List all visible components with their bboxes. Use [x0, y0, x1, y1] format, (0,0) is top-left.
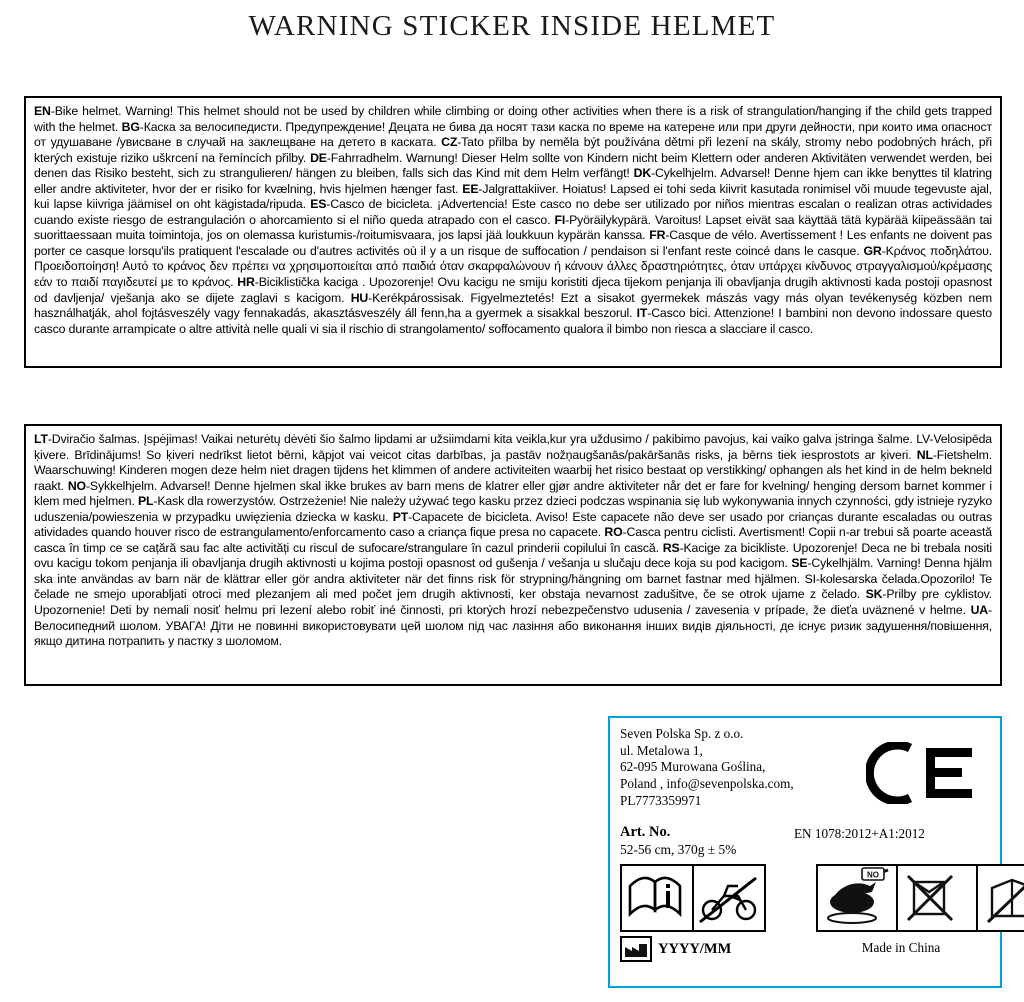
no-sharp-handling-icon [816, 864, 898, 932]
ce-mark-icon [866, 742, 986, 804]
art-no-group [620, 824, 736, 858]
page-title: WARNING STICKER INSIDE HELMET [248, 10, 776, 42]
no-moped-icon [692, 864, 766, 932]
standard-label: EN 1078:2012+A1:2012 [794, 826, 925, 841]
company-name: Seven Polska Sp. z o.o. [620, 726, 744, 741]
art-no-value: 52-56 cm, 370g ± 5% [620, 842, 737, 857]
no-solvents-icon [896, 864, 978, 932]
company-city: 62-095 Murowana Goślina, [620, 759, 766, 775]
factory-icon [620, 936, 652, 962]
date-code-group [620, 936, 731, 962]
read-instructions-icon [620, 864, 694, 932]
made-in-label: Made in China [861, 940, 941, 955]
company-address [620, 726, 850, 809]
warning-text-block-1 [24, 96, 1002, 368]
no-label: NO [867, 870, 879, 880]
company-street: ul. Metalowa 1, [620, 742, 703, 758]
company-country-email: Poland , info@sevenpolska.com, [620, 775, 794, 791]
warning-text-1: EN-Bike helmet. Warning! This helmet should not be used by children while climbing or doing other activities when there is a risk of strangulation/hanging if the child gets trapped with the helmet. BG-Каска за велосипедисти. Предупреждение! Децата не бива да носят тази каска по време на катерене или при други дейности, при които има опасност от удушаване /увисване в случай на заклещване на детето в каската. CZ-Tato přilba by neměla být používána dětmi při lezení na skály, stromy nebo podobných hrách, při kterých existuje riziko uškrcení na řemíncích přilby. DE-Fahrradhelm. Warnung! Dieser Helm sollte von Kindern nicht beim Klettern oder anderen Aktivitäten verwendet werden, bei denen das Risiko besteht, sich zu strangulieren/ hängen zu bleiben, falls sich das Kind mit dem Helm verfängt! DK-Cykelhjelm. Advarsel! Denne hjem can ikke benyttes til klatring eller andre aktiviteter, hvor der er risiko for kvælning, hvis hjelmen hænger fast. EE-Jalgrattakiiver. Hoiatus! Lapsed ei tohi seda kiivrit kasutada ronimisel või muude tegevuste ajal, kui lapse kiivriga jäämisel on oht kägistada/ripuda. ES-Casco de bicicleta. ¡Advertencia! Este casco no debe ser utilizado por niños mientras escalan o realizan otras actividades cuando existe riesgo de estrangulación o ahorcamiento si el niño queda atrapado con el casco. FI-Pyöräilykypärä. Varoitus! Lapset eivät saa käyttää tätä kypärää kiipeässään tai suorittaessaan muita toimintoja, jos on olemassa kuristumis-/roitumisvaara, jos lapsi jää loukkuun kypärän kanssa. FR-Casque de vélo. Avertissement ! Les enfants ne doivent pas porter ce casque lorsqu'ils pratiquent l'escalade ou d'autres activités où il y a un risque de suffocation / pendaison si l'enfant reste coincé dans le casque. GR-Κράνος ποδηλάτου. Προειδοποίηση! Αυτό το κράνος δεν πρέπει να χρησιμοποιείται από παιδιά όταν σκαρφαλώνουν ή κάνουν άλλες δραστηριότητες, όταν υπάρχει κίνδυνος στραγγαλισμού/κρέμασης εάν το παιδί παγιδευτεί με το κράνος. HR-Biciklistička kaciga . Upozorenje! Ovu kacigu ne smiju koristiti djeca tijekom penjanja ili obavljanja drugih aktivnosti kada postoji opasnost od davljenja/ vješanja ako se dijete zaglavi s kacigom. HU-Kerékpárossisak. Figyelmeztetés! Ezt a sisakot gyermekek mászás vagy más olyan tevékenység közben nem használhatják, ahol fojtásveszély vagy fennakadás, akasztásveszély áll fenn,ha a gyermek a sisakkal beszorul. IT-Casco bici. Attenzione! I bambini non devono indossare questo casco durante arrampicate o altre attività nelle quali vi sia il rischio di strangolamento/ soffocamento qualora il bimbo non riesca a slacciare il casco. [34, 104, 993, 336]
date-code-value: YYYY/MM [658, 940, 732, 957]
pictogram-group-right [816, 864, 1024, 932]
art-no-label: Art. No. [620, 824, 671, 840]
warning-text-2: LT-Dviračio šalmas. Įspėjimas! Vaikai neturėtų dėvėti šio šalmo lipdami ar užsiimdami kita veikla,kur yra uždusimo / pakibimo pavojus, kai vaiko galva įstringa šalme. LV-Velosipēda ķivere. Brīdinājums! So ķiveri nedrīkst lietot bērni, kāpjot vai veicot citas darbības, ja pastāv nožņaugšanās/pakāršanās risks, ja bērns tiek iesprostots ar ķiveri. NL-Fietshelm. Waarschuwing! Kinderen mogen deze helm niet dragen tijdens het klimmen of andere activiteiten waarbij het risico bestaat op verstikking/ ophangen als het kind in de helm bekneld raakt. NO-Sykkelhjelm. Advarsel! Denne hjelmen skal ikke brukes av barn mens de klatrer eller gjør andre aktiviteter når det er fare for kvelning/ henging dersom barnet kommer i klem med hjelmen. PL-Kask dla rowerzystów. Ostrzeżenie! Nie należy używać tego kasku przez dzieci podczas wspinania się lub wykonywania innych czynności, gdy istnieje ryzyko uduszenia/powieszenia w przypadku uwięzienia dziecka w kasku. PT-Capacete de bicicleta. Aviso! Este capacete não deve ser usado por crianças durante escaladas ou outras atividades quando houver risco de estrangulamento/enforcamento caso a criança fique presa no capacete. RO-Casca pentru ciclisti. Avertisment! Copii n-ar trebui să poarte această casca în timp ce se cațără sau fac alte activități cu riscul de sufocare/strangulare în cazul prinderii copilului în cască. RS-Kacige za bicikliste. Upozorenje! Deca ne bi trebala nositi ovu kacigu tokom penjanja ili obavljanja drugih aktivnosti u kojima postoji opasnost od gušenja / vešanja u slučaju dece koja su pod kacigom. SE-Cykelhjälm. Varning! Denna hjälm ska inte användas av barn när de klättrar eller gör andra aktiviteter när det finns risk för strypning/hängning om barnet fastnar med hjälmen. SI-kolesarska čelada.Opozorilo! Te čelade ne smejo uporabljati otroci med plezanjem ali med počet jem drugih aktivnosti, ker obstaja nevarnost zadušitve, če se otrok ujame z čelado. SK-Prilby pre cyklistov. Upozornenie! Deti by nemali nosiť helmu pri lezení alebo robiť iné činnosti, pri ktorých hrozí nebezpečenstvo udusenia / zavesenia v prípade, že dieťa uväznené v helme. UA-Велосипедний шолом. УВАГА! Діти не повинні використовувати цей шолом під час лазіння або виконання інших видів діяльності, де існує ризик задушення/повішення, якщо дитина потрапить у пастку з шоломом. [34, 432, 993, 649]
company-vat: PL7773359971 [620, 792, 702, 808]
pictogram-group-left [620, 864, 764, 932]
no-washing-icon [976, 864, 1024, 932]
warning-text-block-2 [24, 424, 1002, 686]
manufacturer-panel [608, 716, 1002, 988]
